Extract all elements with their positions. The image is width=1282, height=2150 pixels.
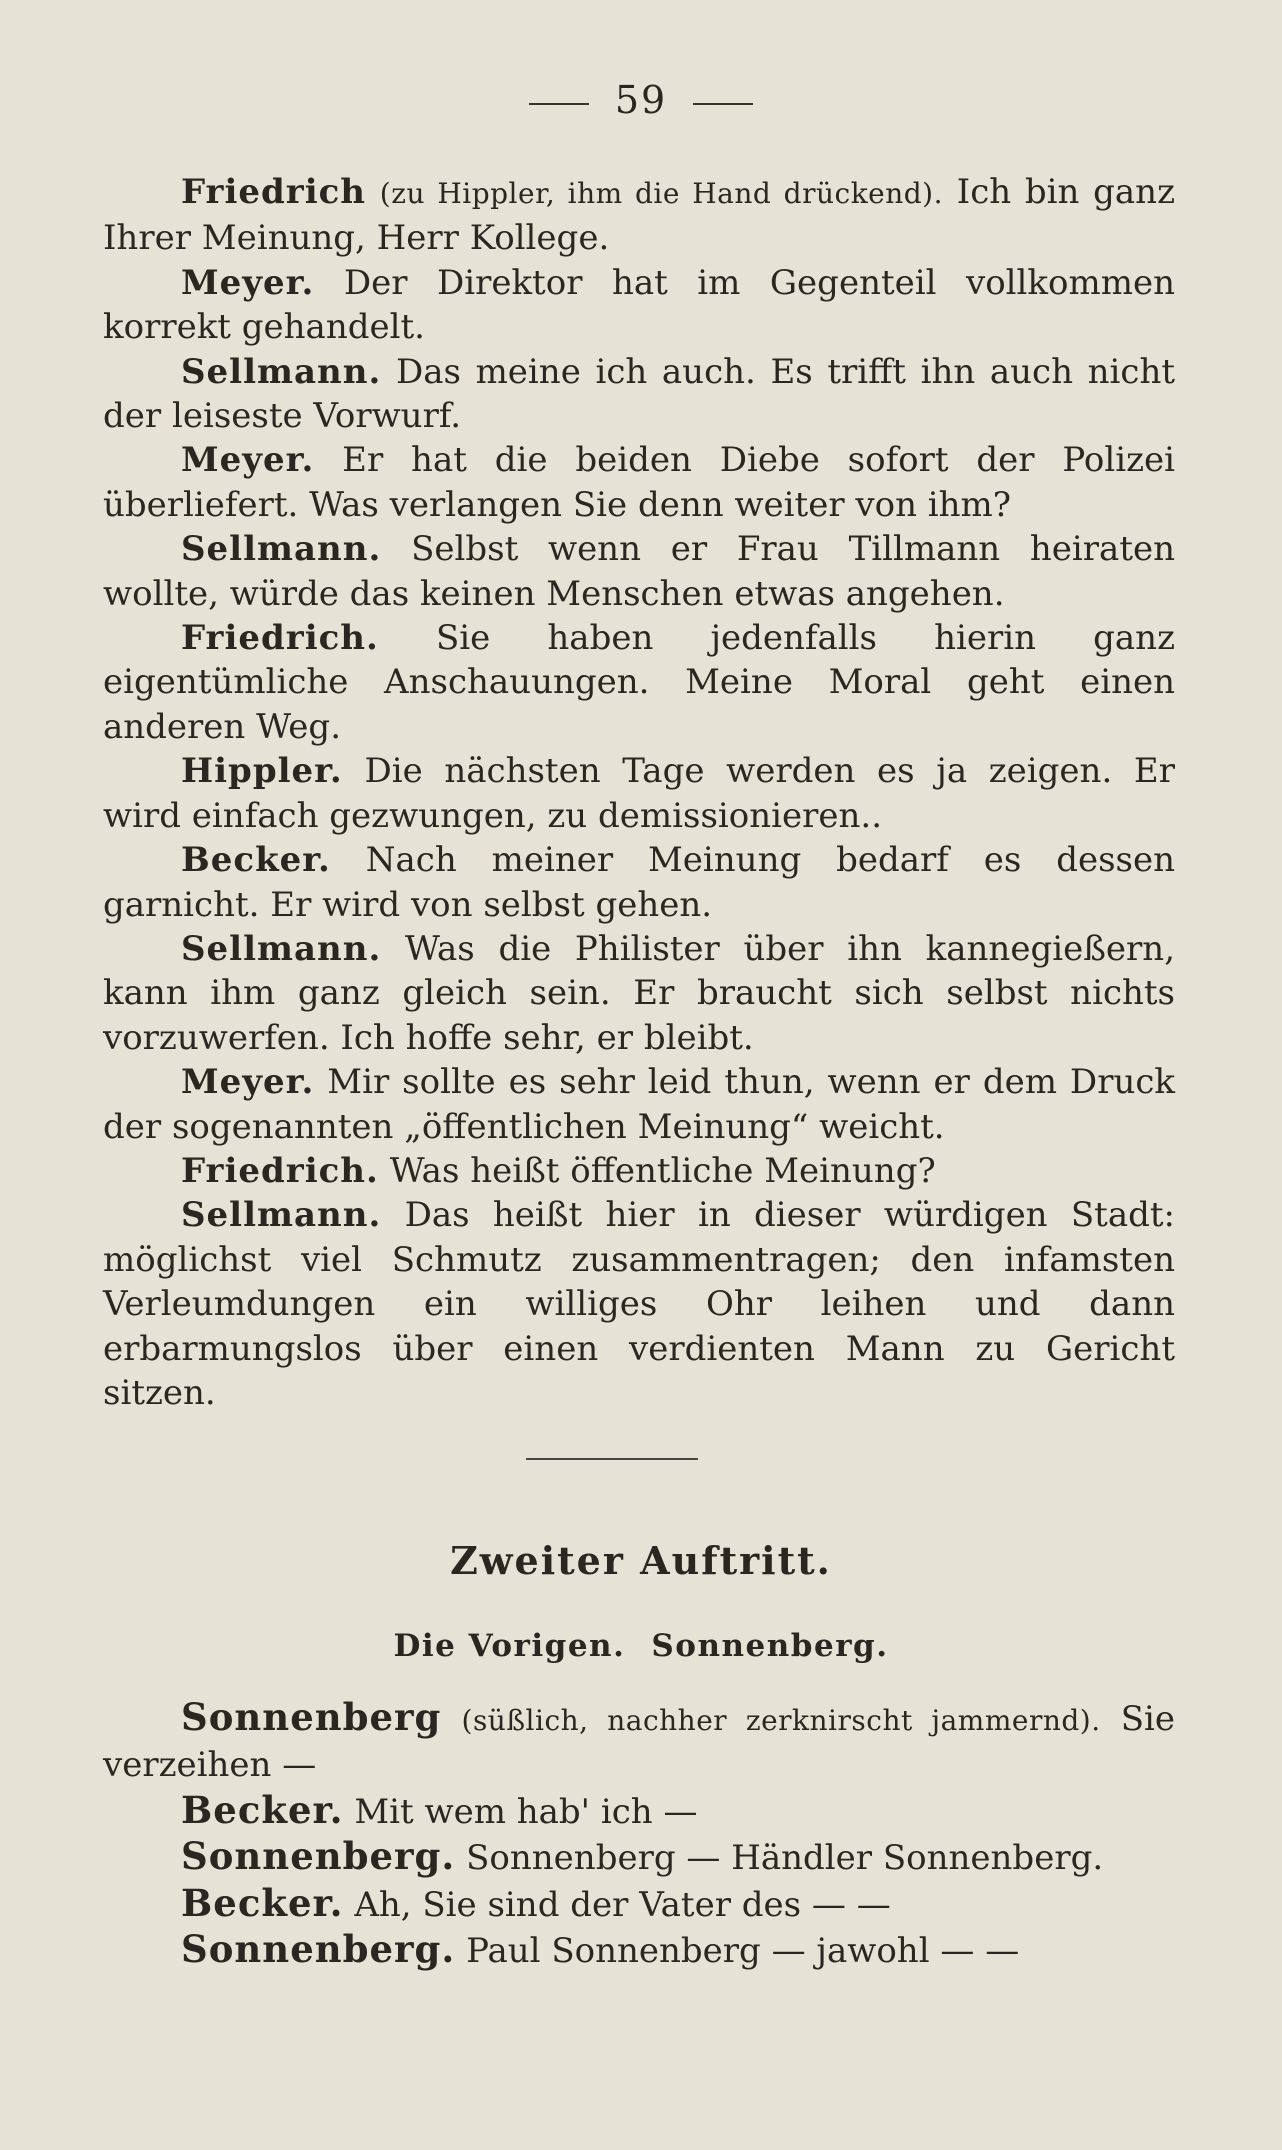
dialogue-line bbox=[103, 1788, 1175, 1834]
dialogue-block bbox=[103, 170, 1175, 1415]
speaker-name: Meyer. bbox=[181, 262, 315, 303]
dialogue-line bbox=[103, 527, 1175, 616]
dialogue-text: Ich bin ganz Ihrer Meinung, Herr Kollege. bbox=[103, 172, 1175, 259]
scene-cast-previous: Die Vorigen. bbox=[393, 1628, 626, 1664]
scene-cast bbox=[0, 1628, 1282, 1664]
dialogue-line bbox=[103, 1695, 1175, 1788]
speaker-name: Sonnenberg. bbox=[181, 1834, 456, 1879]
page-number-value: 59 bbox=[614, 78, 668, 122]
speaker-name: Sellmann. bbox=[181, 529, 382, 570]
speaker-name: Meyer. bbox=[181, 1062, 315, 1103]
dialogue-text: Ah, Sie sind der Vater des — — bbox=[354, 1884, 891, 1925]
dialogue-line bbox=[103, 1927, 1175, 1973]
dialogue-text: Er hat die beiden Diebe sofort der Polizei überliefert. Was verlangen Sie denn weiter von ihm? bbox=[103, 440, 1175, 525]
dialogue-block-2 bbox=[103, 1695, 1175, 1973]
speaker-name: Sellmann. bbox=[181, 928, 382, 969]
dialogue-text: Selbst wenn er Frau Tillmann heiraten wollte, würde das keinen Menschen etwas angehen. bbox=[103, 529, 1176, 614]
dialogue-text: Nach meiner Meinung bedarf es dessen garnicht. Er wird von selbst gehen. bbox=[103, 840, 1175, 925]
scene-title: Zweiter Auftritt. bbox=[450, 1538, 832, 1583]
dialogue-line bbox=[103, 170, 1175, 261]
dialogue-text: Sie verzeihen — bbox=[103, 1699, 1176, 1786]
dialogue-text: Das heißt hier in dieser würdigen Stadt: möglichst viel Schmutz zusammentragen; den infamsten Verleumdungen ein williges Ohr leihen und dann erbarmungslos über einen verdienten Mann zu Gericht sitzen. bbox=[103, 1195, 1175, 1413]
page-number bbox=[0, 78, 1282, 122]
speaker-name: Becker. bbox=[181, 1880, 344, 1925]
dialogue-line bbox=[103, 927, 1175, 1060]
speaker-name: Becker. bbox=[181, 840, 331, 881]
speaker-name: Meyer. bbox=[181, 440, 315, 481]
speaker-name: Sonnenberg bbox=[181, 1695, 442, 1739]
dialogue-line bbox=[103, 838, 1175, 927]
dialogue-text: Sie haben jedenfalls hierin ganz eigentümliche Anschauungen. Meine Moral geht einen anderen Weg. bbox=[103, 618, 1175, 747]
stage-direction: (zu Hippler, ihm die Hand drückend). bbox=[379, 177, 944, 210]
dialogue-line bbox=[103, 438, 1175, 527]
speaker-name: Friedrich. bbox=[181, 618, 379, 659]
speaker-name: Friedrich. bbox=[181, 1150, 379, 1191]
dialogue-line bbox=[103, 1834, 1175, 1880]
dialogue-text: Sonnenberg — Händler Sonnenberg. bbox=[466, 1838, 1104, 1879]
speaker-name: Sellmann. bbox=[181, 351, 382, 392]
scene-cast-entering: Sonnenberg. bbox=[651, 1628, 889, 1664]
dialogue-line bbox=[103, 1881, 1175, 1927]
dialogue-line bbox=[103, 1193, 1175, 1415]
dialogue-line bbox=[103, 616, 1175, 749]
page-number-dash-left bbox=[529, 103, 589, 105]
dialogue-text: Das meine ich auch. Es trifft ihn auch nicht der leiseste Vorwurf. bbox=[103, 351, 1175, 437]
speaker-name: Hippler. bbox=[181, 751, 343, 792]
dialogue-text: Die nächsten Tage werden es ja zeigen. Er wird einfach gezwungen, zu demissionieren.. bbox=[103, 751, 1175, 836]
dialogue-line bbox=[103, 1060, 1175, 1149]
dialogue-text: Mit wem hab' ich — bbox=[354, 1791, 698, 1832]
dialogue-line bbox=[103, 749, 1175, 838]
dialogue-line bbox=[103, 350, 1175, 439]
dialogue-text: Paul Sonnenberg — jawohl — — bbox=[466, 1931, 1020, 1972]
speaker-name: Becker. bbox=[181, 1787, 344, 1832]
dialogue-text: Der Direktor hat im Gegenteil vollkommen korrekt gehandelt. bbox=[103, 262, 1175, 348]
speaker-name: Sellmann. bbox=[181, 1195, 382, 1236]
stage-direction: (süßlich, nachher zerknirscht jammernd). bbox=[461, 1704, 1101, 1737]
dialogue-text: Was die Philister über ihn kannegießern, kann ihm ganz gleich sein. Er braucht sich selbst nichts vorzuwerfen. Ich hoffe sehr, er bleibt. bbox=[103, 928, 1175, 1058]
scene-divider bbox=[526, 1458, 698, 1460]
speaker-name: Friedrich bbox=[181, 172, 367, 212]
page-number-dash-right bbox=[693, 103, 753, 105]
speaker-name: Sonnenberg. bbox=[181, 1927, 456, 1972]
dialogue-text: Mir sollte es sehr leid thun, wenn er dem Druck der sogenannten „öffentlichen Meinung“ weicht. bbox=[103, 1062, 1175, 1147]
dialogue-line bbox=[103, 1149, 1175, 1193]
dialogue-text: Was heißt öffentliche Meinung? bbox=[389, 1150, 936, 1191]
dialogue-line bbox=[103, 261, 1175, 350]
